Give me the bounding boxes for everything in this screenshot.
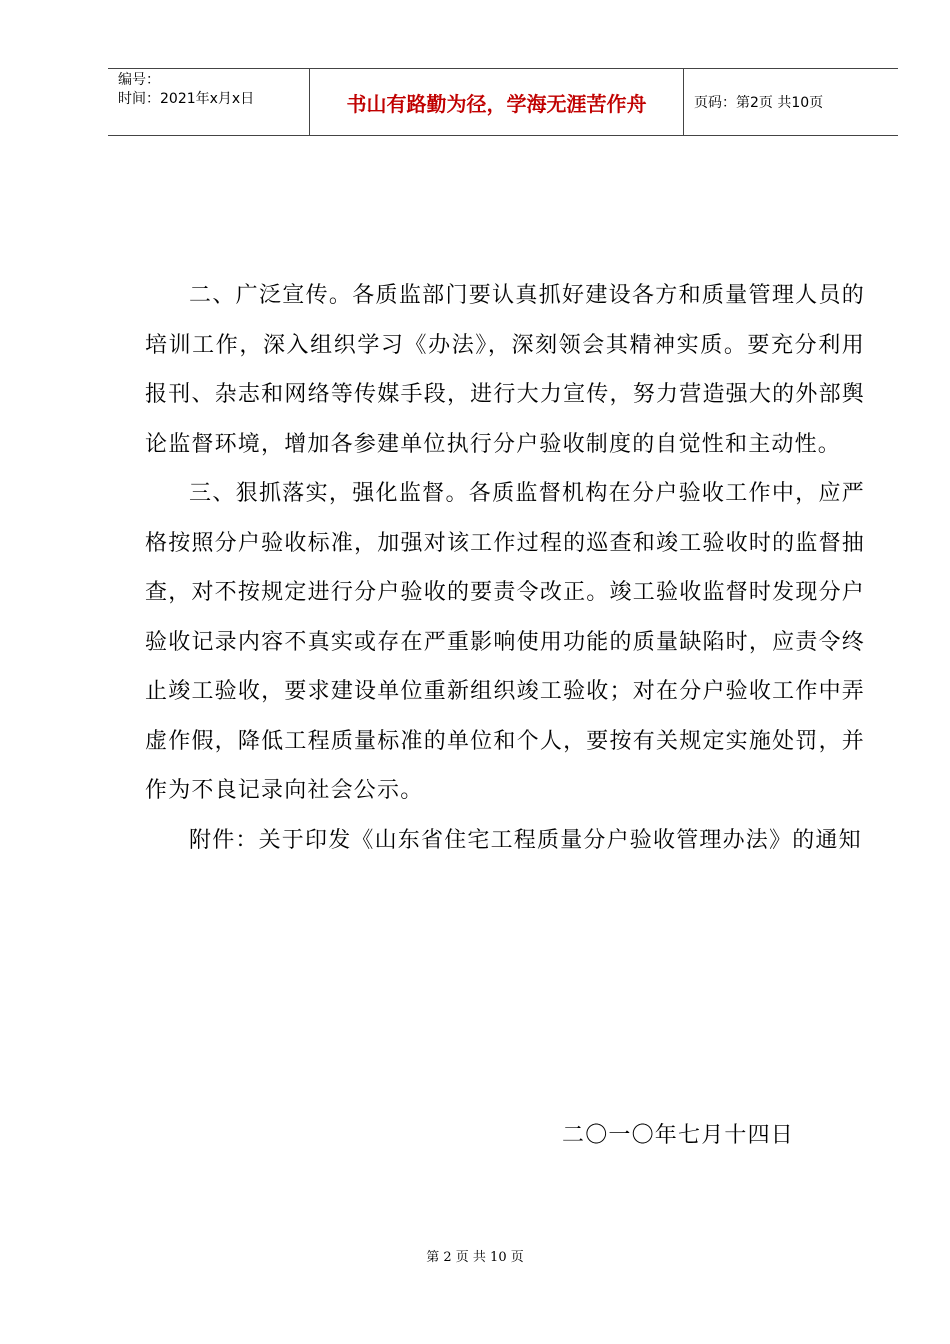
paragraph-publicity: 二、广泛宣传。各质监部门要认真抓好建设各方和质量管理人员的培训工作，深入组织学习《办法》，深刻领会其精神实质。要充分利用报刊、杂志和网络等传媒手段，进行大力宣传，努力营造强大的外部舆论监督环境，增加各参建单位执行分户验收制度的自觉性和主动性。 (145, 283, 865, 457)
number-label: 编号： (118, 72, 160, 88)
page-header (108, 68, 898, 136)
page-footer: 第 2 页 共 10 页 (426, 1250, 524, 1265)
paragraph-supervision: 三、狠抓落实，强化监督。各质监督机构在分户验收工作中，应严格按照分户验收标准，加强对该工作过程的巡查和竣工验收时的监督抽查，对不按规定进行分户验收的要责令改正。竣工验收监督时发现分户验收记录内容不真实或存在严重影响使用功能的质量缺陷时，应责令终止竣工验收，要求建设单位重新组织竣工验收；对在分户验收工作中弄虚作假，降低工程质量标准的单位和个人，要按有关规定实施处罚，并作为不良记录向社会公示。 (145, 481, 865, 803)
paragraph-attachment: 附件：关于印发《山东省住宅工程质量分户验收管理办法》的通知 (189, 827, 862, 853)
header-motto: 书山有路勤为径，学海无涯苦作舟 (310, 69, 684, 135)
document-body (145, 271, 865, 865)
header-meta (108, 69, 310, 135)
header-page-info: 页码：第2页 共10页 (694, 95, 824, 111)
document-date: 二〇一〇年七月十四日 (562, 1123, 795, 1148)
time-label: 时间：2021年x月x日 (118, 91, 255, 107)
